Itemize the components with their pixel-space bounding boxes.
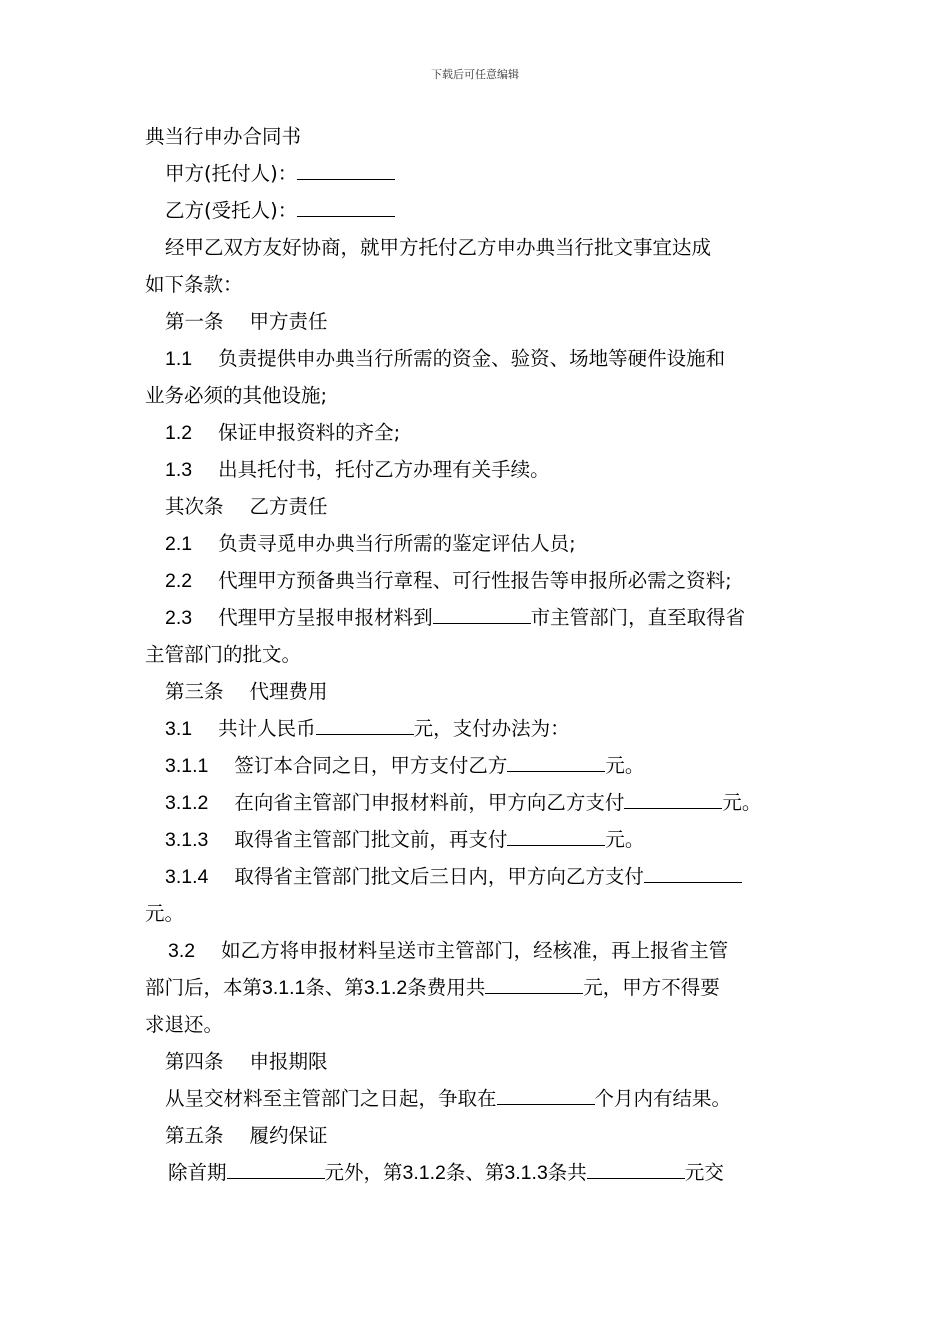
non-refundable-fee-blank [485,975,583,994]
clause-2-1 [145,525,813,562]
clause-2-2-number: 2.2 [165,570,193,592]
clause-3-2-line-1 [145,932,813,969]
article-1-number: 第一条 [165,310,224,333]
clause-2-2 [145,562,813,599]
clause-3-1 [145,710,813,747]
clause-2-3-text-a: 代理甲方呈报申报材料到 [218,606,433,629]
intro-line-1: 经甲乙双方友好协商，就甲方托付乙方申办典当行批文事宜达成 [165,236,712,259]
clause-1-3 [145,451,813,488]
clause-1-1-line-1 [145,340,813,377]
clause-5-text-e: 元交 [684,1161,724,1184]
clause-5-text-a: 除首期 [168,1161,227,1184]
clause-4-text-b: 个月内有结果。 [594,1087,732,1110]
clause-3-2-text-2c: 条费用共 [407,976,486,999]
party-b-blank [297,198,395,217]
article-1-title: 甲方责任 [249,310,328,333]
clause-3-1-2-number: 3.1.2 [165,792,209,814]
clause-5-text-d: 条共 [547,1161,587,1184]
clause-1-1-line-2: 业务必须的其他设施; [145,384,328,407]
clause-1-2 [145,414,813,451]
city-blank [433,605,531,624]
clause-3-2-ref-2: 3.1.2 [363,977,408,999]
clause-3-2-text-1: 如乙方将申报材料呈送市主管部门，经核准，再上报省主管 [221,939,729,962]
clause-3-2-text-2d: 元，甲方不得要 [583,976,720,999]
clause-3-1-2-text-b: 元。 [722,791,762,814]
page-header: 下载后可任意编辑 [431,68,519,81]
clause-2-1-number: 2.1 [165,533,193,555]
clause-2-3-line-2: 主管部门的批文。 [145,643,302,666]
document-body [145,118,813,1191]
months-blank [497,1086,595,1105]
article-3-heading [145,673,813,710]
clause-3-1-3-number: 3.1.3 [165,829,209,851]
party-a-blank [297,161,395,180]
clause-3-1-4-text-a: 取得省主管部门批文后三日内，甲方向乙方支付 [234,865,644,888]
clause-5-ref-2: 3.1.3 [504,1162,548,1184]
pre-approval-payment-blank [507,827,605,846]
party-a-line [145,155,813,192]
article-3-number: 第三条 [165,680,224,703]
article-4-number: 第四条 [165,1050,224,1073]
clause-5-text-c: 条、第 [445,1161,505,1184]
party-b-label: 乙方(受托人)： [165,199,298,222]
clause-3-1-1-text-a: 签订本合同之日，甲方支付乙方 [234,754,508,777]
clause-3-2-line-2 [145,969,813,1006]
article-2-number: 其次条 [165,495,224,518]
clause-5-ref-1: 3.1.2 [402,1162,446,1184]
document-title: 典当行申办合同书 [145,125,302,148]
article-4-title: 申报期限 [249,1050,328,1073]
clause-2-1-text: 负责寻觅申办典当行所需的鉴定评估人员; [218,532,576,555]
clause-2-2-text: 代理甲方预备典当行章程、可行性报告等申报所必需之资料; [218,569,732,592]
clause-2-3-line-1 [145,599,813,636]
clause-4-text [145,1080,813,1117]
clause-1-2-number: 1.2 [165,422,193,444]
clause-1-2-text: 保证申报资料的齐全; [218,421,401,444]
clause-2-3-number: 2.3 [165,607,193,629]
article-2-heading [145,488,813,525]
clause-3-1-4-line-1 [145,858,813,895]
post-approval-payment-blank [644,864,742,883]
clause-1-1-text: 负责提供申办典当行所需的资金、验资、场地等硬件设施和 [218,347,726,370]
clause-4-text-a: 从呈交材料至主管部门之日起，争取在 [165,1087,497,1110]
clause-3-1-1-text-b: 元。 [605,754,645,777]
clause-3-1-number: 3.1 [165,718,193,740]
clause-3-1-text-b: 元，支付办法为： [413,717,570,740]
article-2-title: 乙方责任 [249,495,328,518]
party-b-line [145,192,813,229]
signing-payment-blank [507,753,605,772]
clause-3-2-text-2a: 部门后，本第 [145,976,263,999]
clause-3-1-4-number: 3.1.4 [165,866,209,888]
clause-2-3-text-b: 市主管部门，直至取得省 [530,606,746,629]
intro-line-2: 如下条款： [145,273,243,296]
article-5-number: 第五条 [165,1124,224,1147]
article-3-title: 代理费用 [249,680,328,703]
clause-3-2-number: 3.2 [168,940,196,962]
guarantee-amount-blank [587,1160,685,1179]
article-4-heading [145,1043,813,1080]
clause-3-1-2 [145,784,813,821]
clause-1-1-number: 1.1 [165,348,193,370]
total-fee-blank [316,716,414,735]
clause-3-2-text-2b: 条、第 [305,976,364,999]
clause-3-1-text-a: 共计人民币 [218,717,316,740]
article-1-heading [145,303,813,340]
clause-3-2-ref-1: 3.1.1 [262,977,306,999]
clause-3-1-3 [145,821,813,858]
clause-1-3-text: 出具托付书，托付乙方办理有关手续。 [218,458,550,481]
article-5-heading [145,1117,813,1154]
clause-3-1-1-number: 3.1.1 [165,755,209,777]
clause-3-2-line-3: 求退还。 [145,1013,224,1036]
clause-3-1-4-line-2: 元。 [145,902,185,925]
pre-submission-payment-blank [624,790,722,809]
clause-1-3-number: 1.3 [165,459,193,481]
clause-5-text-b: 元外，第 [324,1161,403,1184]
clause-3-1-2-text-a: 在向省主管部门申报材料前，甲方向乙方支付 [234,791,625,814]
clause-3-1-3-text-a: 取得省主管部门批文前，再支付 [234,828,508,851]
clause-5-text [145,1154,813,1191]
clause-3-1-3-text-b: 元。 [605,828,645,851]
article-5-title: 履约保证 [249,1124,328,1147]
first-installment-blank [227,1160,325,1179]
party-a-label: 甲方(托付人)： [165,162,298,185]
clause-3-1-1 [145,747,813,784]
